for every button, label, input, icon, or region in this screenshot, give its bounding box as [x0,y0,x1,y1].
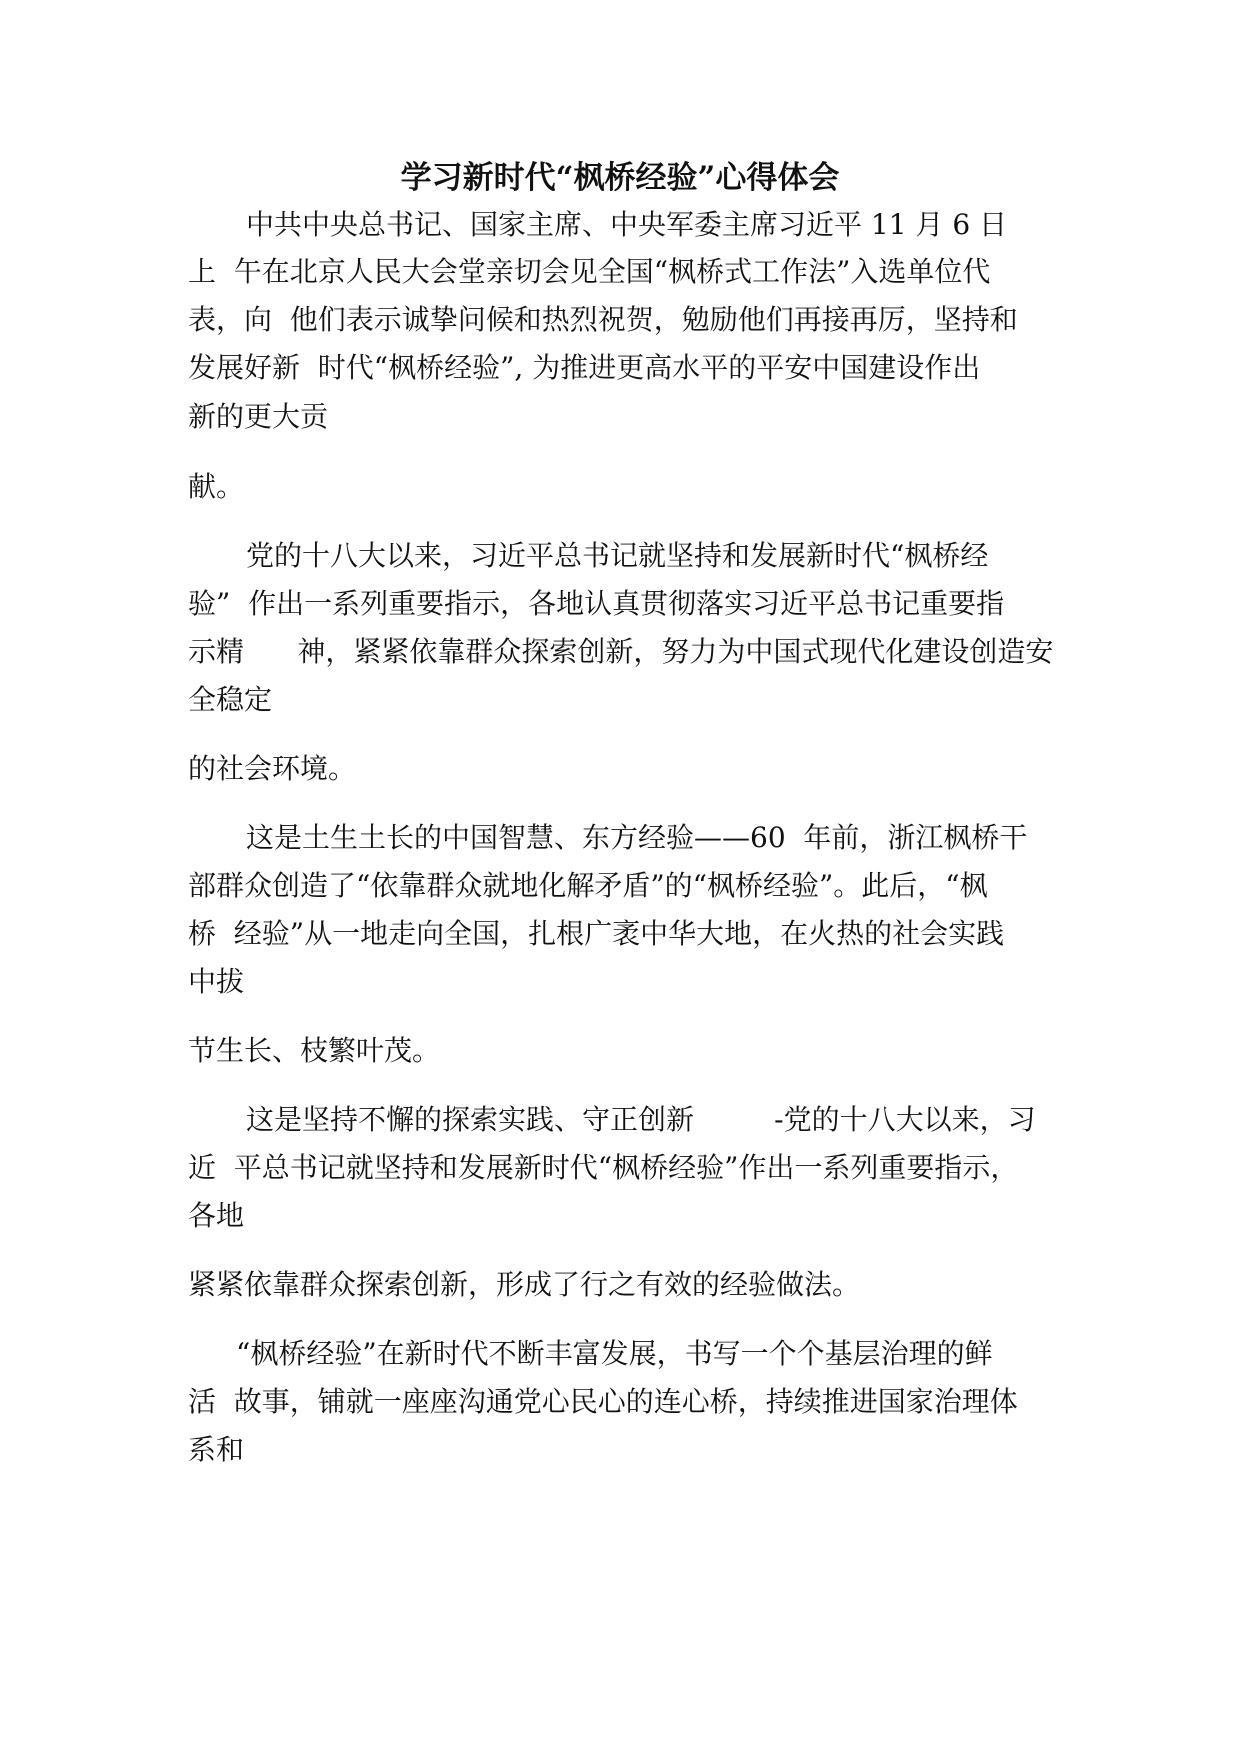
paragraph-3-line-3: 示精 神，紧紧依靠群众探索创新，努力为中国式现代化建设创造安 [188,635,1054,668]
paragraph-3-line-2: 验” 作出一系列重要指示，各地认真贯彻落实习近平总书记重要指 [188,587,1005,620]
paragraph-2-line-1: 献。 [188,470,245,503]
paragraph-8-line-1: 紧紧依靠群众探索创新，形成了行之有效的经验做法。 [188,1268,861,1301]
paragraph-3-line-1: 党的十八大以来，习近平总书记就坚持和发展新时代“枫桥经 [246,539,989,572]
paragraph-4-line-1: 的社会环境。 [188,752,357,785]
paragraph-5-line-1: 这是土生土长的中国智慧、东方经验——60 年前，浙江枫桥干 [246,821,1028,854]
paragraph-1-line-3: 表，向 他们表示诚挚问候和热烈祝贺，勉励他们再接再厉，坚持和 [188,303,1018,336]
paragraph-9-line-2: 活 故事，铺就一座座沟通党心民心的连心桥，持续推进国家治理体 [188,1385,1018,1418]
paragraph-6-line-1: 节生长、枝繁叶茂。 [188,1034,441,1067]
paragraph-5-line-3: 桥 经验”从一地走向全国，扎根广袤中华大地，在火热的社会实践 [188,917,1005,950]
paragraph-7-line-1: 这是坚持不懈的探索实践、守正创新 -党的十八大以来，习 [246,1103,1036,1136]
document-title: 学习新时代“枫桥经验”心得体会 [400,160,840,196]
paragraph-7-line-3: 各地 [188,1199,245,1232]
paragraph-1-line-2: 上 午在北京人民大会堂亲切会见全国“枫桥式工作法”入选单位代 [188,255,991,288]
paragraph-9-line-1: “枫桥经验”在新时代不断丰富发展，书写一个个基层治理的鲜 [236,1337,993,1370]
paragraph-7-line-2: 近 平总书记就坚持和发展新时代“枫桥经验”作出一系列重要指示， [188,1151,1019,1184]
paragraph-1-line-4: 发展好新 时代“枫桥经验”, 为推进更高水平的平安中国建设作出 [188,351,981,384]
paragraph-5-line-2: 部群众创造了“依靠群众就地化解矛盾”的“枫桥经验”。此后，“枫 [188,869,988,902]
paragraph-3-line-4: 全稳定 [188,683,273,716]
paragraph-1-line-5: 新的更大贡 [188,400,329,433]
paragraph-1-line-1: 中共中央总书记、国家主席、中央军委主席习近平 11 月 6 日 [246,208,1008,241]
paragraph-5-line-4: 中拔 [188,965,245,998]
paragraph-9-line-3: 系和 [188,1433,245,1466]
